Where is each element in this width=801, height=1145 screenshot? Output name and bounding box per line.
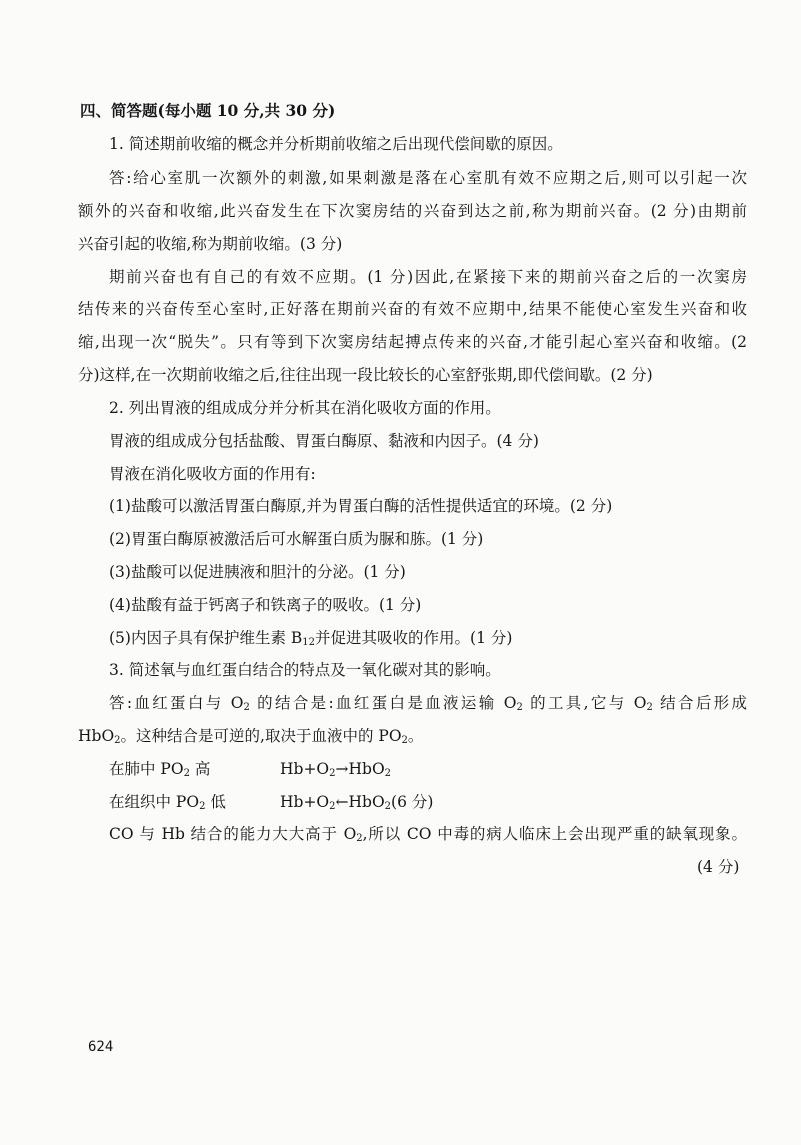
- q2-item-3: (3)盐酸可以促进胰液和胆汁的分泌。(1 分): [109, 563, 406, 581]
- q1-question: 1. 简述期前收缩的概念并分析期前收缩之后出现代偿间歇的原因。: [109, 135, 563, 153]
- q1-answer-line-2: 额外的兴奋和收缩,此兴奋发生在下次窦房结的兴奋到达之前,称为期前兴奋。(2 分)由期前: [78, 202, 747, 220]
- q3-co-effect: CO 与 Hb 结合的能力大大高于 $O_2$,所以 CO 中毒的病人临床上会出现严重的缺氧现象。: [109, 825, 747, 844]
- q1-answer-line-3: 兴奋引起的收缩,称为期前收缩。(3 分): [78, 235, 343, 253]
- q3-co-score: (4 分): [697, 858, 740, 876]
- q3-tissue-equation: $Hb+O_2\leftarrow HbO_2(6$ 分): [280, 793, 434, 812]
- q2-item-2: (2)胃蛋白酶原被激活后可水解蛋白质为脲和胨。(1 分): [109, 530, 484, 548]
- q1-answer-line-1: 答:给心室肌一次额外的刺激,如果刺激是落在心室肌有效不应期之后,则可以引起一次: [109, 169, 747, 187]
- q1-answer-line-6: 缩,出现一次“脱失”。只有等到下次窦房结起搏点传来的兴奋,才能引起心室兴奋和收缩。(2: [78, 333, 747, 351]
- q1-answer-line-4: 期前兴奋也有自己的有效不应期。(1 分)因此,在紧接下来的期前兴奋之后的一次窦房: [109, 268, 747, 286]
- q1-answer-line-5: 结传来的兴奋传至心室时,正好落在期前兴奋的有效不应期中,结果不能使心室发生兴奋和收: [78, 300, 747, 318]
- q3-tissue-label: 在组织中 $PO_2$ 低: [109, 793, 226, 812]
- q2-composition: 胃液的组成成分包括盐酸、胃蛋白酶原、黏液和内因子。(4 分): [109, 432, 539, 450]
- q3-answer-line-2: HbO$_2$。这种结合是可逆的,取决于血液中的 $PO_2$。: [78, 727, 424, 746]
- q2-item-5: (5)内因子具有保护维生素 $B_{12}$并促进其吸收的作用。(1 分): [109, 629, 513, 648]
- q2-question: 2. 列出胃液的组成成分并分析其在消化吸收方面的作用。: [109, 399, 501, 417]
- page-number: 624: [88, 1039, 114, 1055]
- q2-item-4: (4)盐酸有益于钙离子和铁离子的吸收。(1 分): [109, 596, 422, 614]
- q2-role-intro: 胃液在消化吸收方面的作用有:: [109, 465, 316, 483]
- q3-question: 3. 简述氧与血红蛋白结合的特点及一氧化碳对其的影响。: [109, 661, 501, 679]
- q1-answer-line-7: 分)这样,在一次期前收缩之后,往往出现一段比较长的心室舒张期,即代偿间歇。(2 分): [78, 366, 653, 384]
- q3-lung-equation: $Hb+O_2\to HbO_2$: [280, 760, 392, 779]
- q2-item-1: (1)盐酸可以激活胃蛋白酶原,并为胃蛋白酶的活性提供适宜的环境。(2 分): [109, 497, 613, 515]
- q3-lung-label: 在肺中 $PO_2$ 高: [109, 760, 211, 779]
- q3-answer-line-1: 答:血红蛋白与 $O_2$ 的结合是:血红蛋白是血液运输 $O_2$ 的工具,它与 $O_2$ 结合后形成: [109, 694, 747, 713]
- section-title: 四、简答题(每小题 10 分,共 30 分): [80, 101, 336, 120]
